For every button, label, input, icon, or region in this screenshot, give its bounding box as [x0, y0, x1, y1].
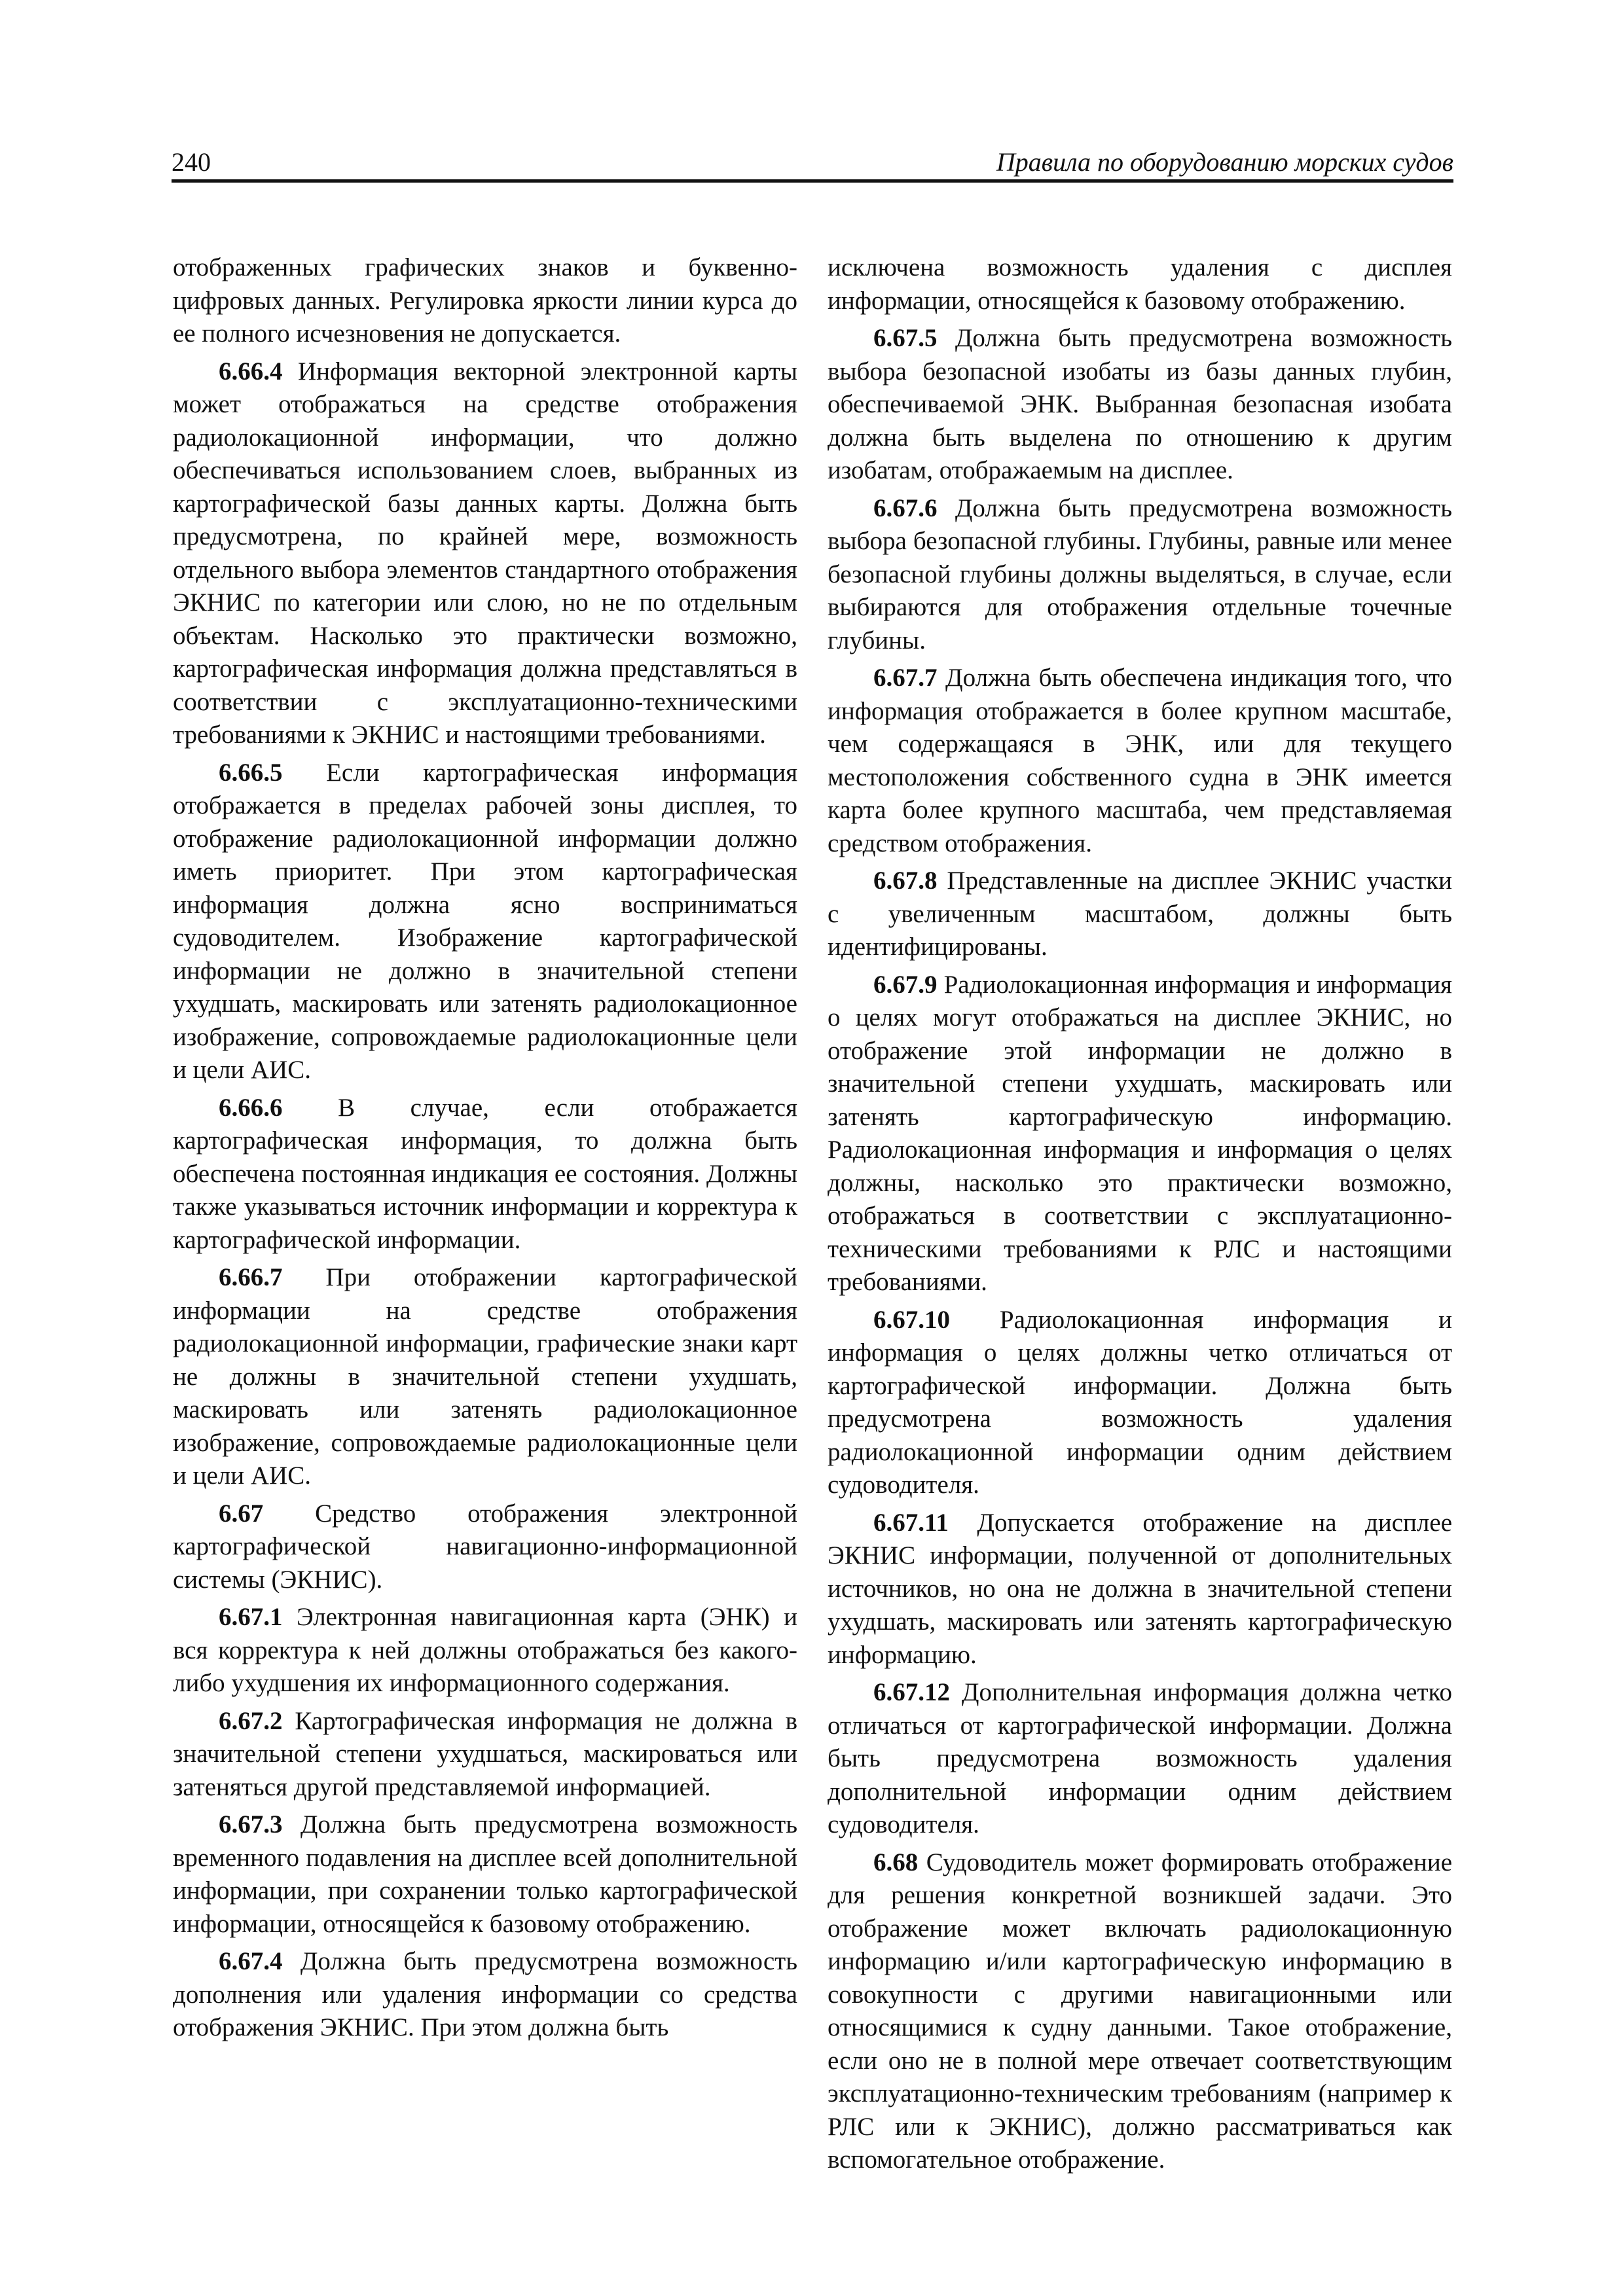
clause-number: 6.67.7 [873, 664, 938, 692]
running-title: Правила по оборудованию морских судов [996, 147, 1453, 177]
paragraph: отображенных графических знаков и буквенно-цифровых данных. Регулировка яркости линии курса до ее полного исчезновения не допускается. [173, 253, 797, 348]
clause-number: 6.67.10 [873, 1305, 950, 1334]
paragraph: исключена возможность удаления с дисплея информации, относящейся к базовому отображению. [828, 253, 1452, 315]
paragraph: 6.67.11 Допускается отображение на дисплее ЭКНИС информации, полученной от дополнительных источников, но она не должна в значительной степени ухудшать, маскировать или затенять картографическую информацию. [828, 1508, 1452, 1669]
paragraph: 6.67.2 Картографическая информация не должна в значительной степени ухудшаться, маскироваться или затеняться другой представляемой информацией. [173, 1706, 798, 1801]
clause-number: 6.66.7 [219, 1263, 283, 1291]
clause-number: 6.68 [873, 1848, 919, 1876]
clause-number: 6.67.4 [219, 1947, 283, 1975]
clause-number: 6.67.8 [873, 867, 938, 895]
paragraph: 6.67.9 Радиолокационная информация и информация о целях могут отображаться на дисплее ЭКНИС, но отображение этой информации не должно в значительной степени ухудшать, маскировать или затенять картографическую информацию. Радиолокационная информация и информация о целях должны, насколько это практически возможно, отображаться в соответствии с эксплуатационно-техническими требованиями к РЛС и настоящими требованиями. [828, 970, 1452, 1296]
clause-number: 6.66.5 [219, 758, 283, 787]
page-number: 240 [172, 147, 211, 177]
paragraph: 6.67.12 Дополнительная информация должна четко отличаться от картографической информации. Должна быть предусмотрена возможность удаления дополнительной информации одним действием судоводителя. [828, 1678, 1452, 1839]
right-column [828, 251, 1452, 2181]
paragraph: 6.67.7 Должна быть обеспечена индикация того, что информация отображается в более крупном масштабе, чем содержащаяся в ЭНК, или для текущего местоположения собственного судна в ЭНК имеется карта более крупного масштаба, чем представляемая средством отображения. [828, 664, 1453, 857]
paragraph: 6.66.4 Информация векторной электронной карты может отображаться на средстве отображения радиолокационной информации, что должно обеспечиваться использованием слоев, выбранных из картографической базы данных карты. Должна быть предусмотрена, по крайней мере, возможность отдельного выбора элементов стандартного отображения ЭКНИС по категории или слою, но не по отдельным объектам. Насколько это практически возможно, картографическая информация должна представляться в соответствии с эксплуатационно-техническими требованиями к ЭКНИС и настоящими требованиями. [173, 357, 798, 749]
left-column [173, 251, 797, 2049]
paragraph: 6.66.7 При отображении картографической информации на средстве отображения радиолокационной информации, графические знаки карт не должны в значительной степени ухудшать, маскировать или затенять радиолокационное изображение, сопровождаемые радиолокационные цели и цели АИС. [173, 1263, 797, 1490]
paragraph: 6.67.4 Должна быть предусмотрена возможность дополнения или удаления информации со средства отображения ЭКНИС. При этом должна быть [173, 1947, 797, 2041]
clause-number: 6.67.11 [873, 1508, 949, 1537]
paragraph: 6.67.10 Радиолокационная информация и информация о целях должны четко отличаться от картографической информации. Должна быть предусмотрена возможность удаления радиолокационной информации одним действием судоводителя. [828, 1305, 1453, 1499]
clause-number: 6.67.9 [873, 970, 938, 999]
paragraph: 6.67.5 Должна быть предусмотрена возможность выбора безопасной изобаты из базы данных глубин, обеспечиваемой ЭНК. Выбранная безопасная изобата должна быть выделена по отношению к другим изобатам, отображаемым на дисплее. [828, 324, 1452, 484]
paragraph: 6.67.1 Электронная навигационная карта (ЭНК) и вся корректура к ней должны отображаться без какого-либо ухудшения их информационного содержания. [173, 1603, 797, 1697]
paragraph: 6.67 Средство отображения электронной картографической навигационно-информационной системы (ЭКНИС). [173, 1499, 797, 1594]
clause-number: 6.67.3 [219, 1810, 283, 1839]
clause-number: 6.67.12 [873, 1678, 950, 1706]
paragraph: 6.68 Судоводитель может формировать отображение для решения конкретной возникшей задачи. Это отображение может включать радиолокационную информацию и/или картографическую информацию в совокупности с другими навигационными или относящимися к судну данными. Такое отображение, если оно не в полной мере отвечает соответствующим эксплуатационно-техническим требованиям (например к РЛС или к ЭКНИС), должно рассматриваться как вспомогательное отображение. [828, 1848, 1453, 2174]
page-header [172, 145, 1453, 183]
clause-number: 6.67.2 [219, 1706, 283, 1735]
paragraph: 6.67.3 Должна быть предусмотрена возможность временного подавления на дисплее всей дополнительной информации, при сохранении только картографической информации, относящейся к базовому отображению. [173, 1810, 797, 1938]
clause-number: 6.66.4 [219, 357, 283, 386]
paragraph: 6.66.6 В случае, если отображается картографическая информация, то должна быть обеспечена постоянная индикация ее состояния. Должны также указываться источник информации и корректура к картографической информации. [173, 1093, 797, 1254]
clause-number: 6.66.6 [219, 1093, 283, 1122]
clause-number: 6.67.5 [873, 324, 938, 352]
clause-number: 6.67.6 [873, 493, 938, 522]
paragraph: 6.66.5 Если картографическая информация отображается в пределах рабочей зоны дисплея, то отображение радиолокационной информации должно иметь приоритет. При этом картографическая информация должна ясно восприниматься судоводителем. Изображение картографической информации не должно в значительной степени ухудшать, маскировать или затенять радиолокационное изображение, сопровождаемые радиолокационные цели и цели АИС. [173, 758, 798, 1084]
clause-number: 6.67.1 [219, 1603, 283, 1631]
paragraph: 6.67.8 Представленные на дисплее ЭКНИС участки с увеличенным масштабом, должны быть идентифицированы. [828, 867, 1452, 961]
paragraph: 6.67.6 Должна быть предусмотрена возможность выбора безопасной глубины. Глубины, равные или менее безопасной глубины должны выделяться, в случае, если выбираются для отображения отдельные точечные глубины. [828, 493, 1452, 655]
clause-number: 6.67 [219, 1499, 264, 1528]
